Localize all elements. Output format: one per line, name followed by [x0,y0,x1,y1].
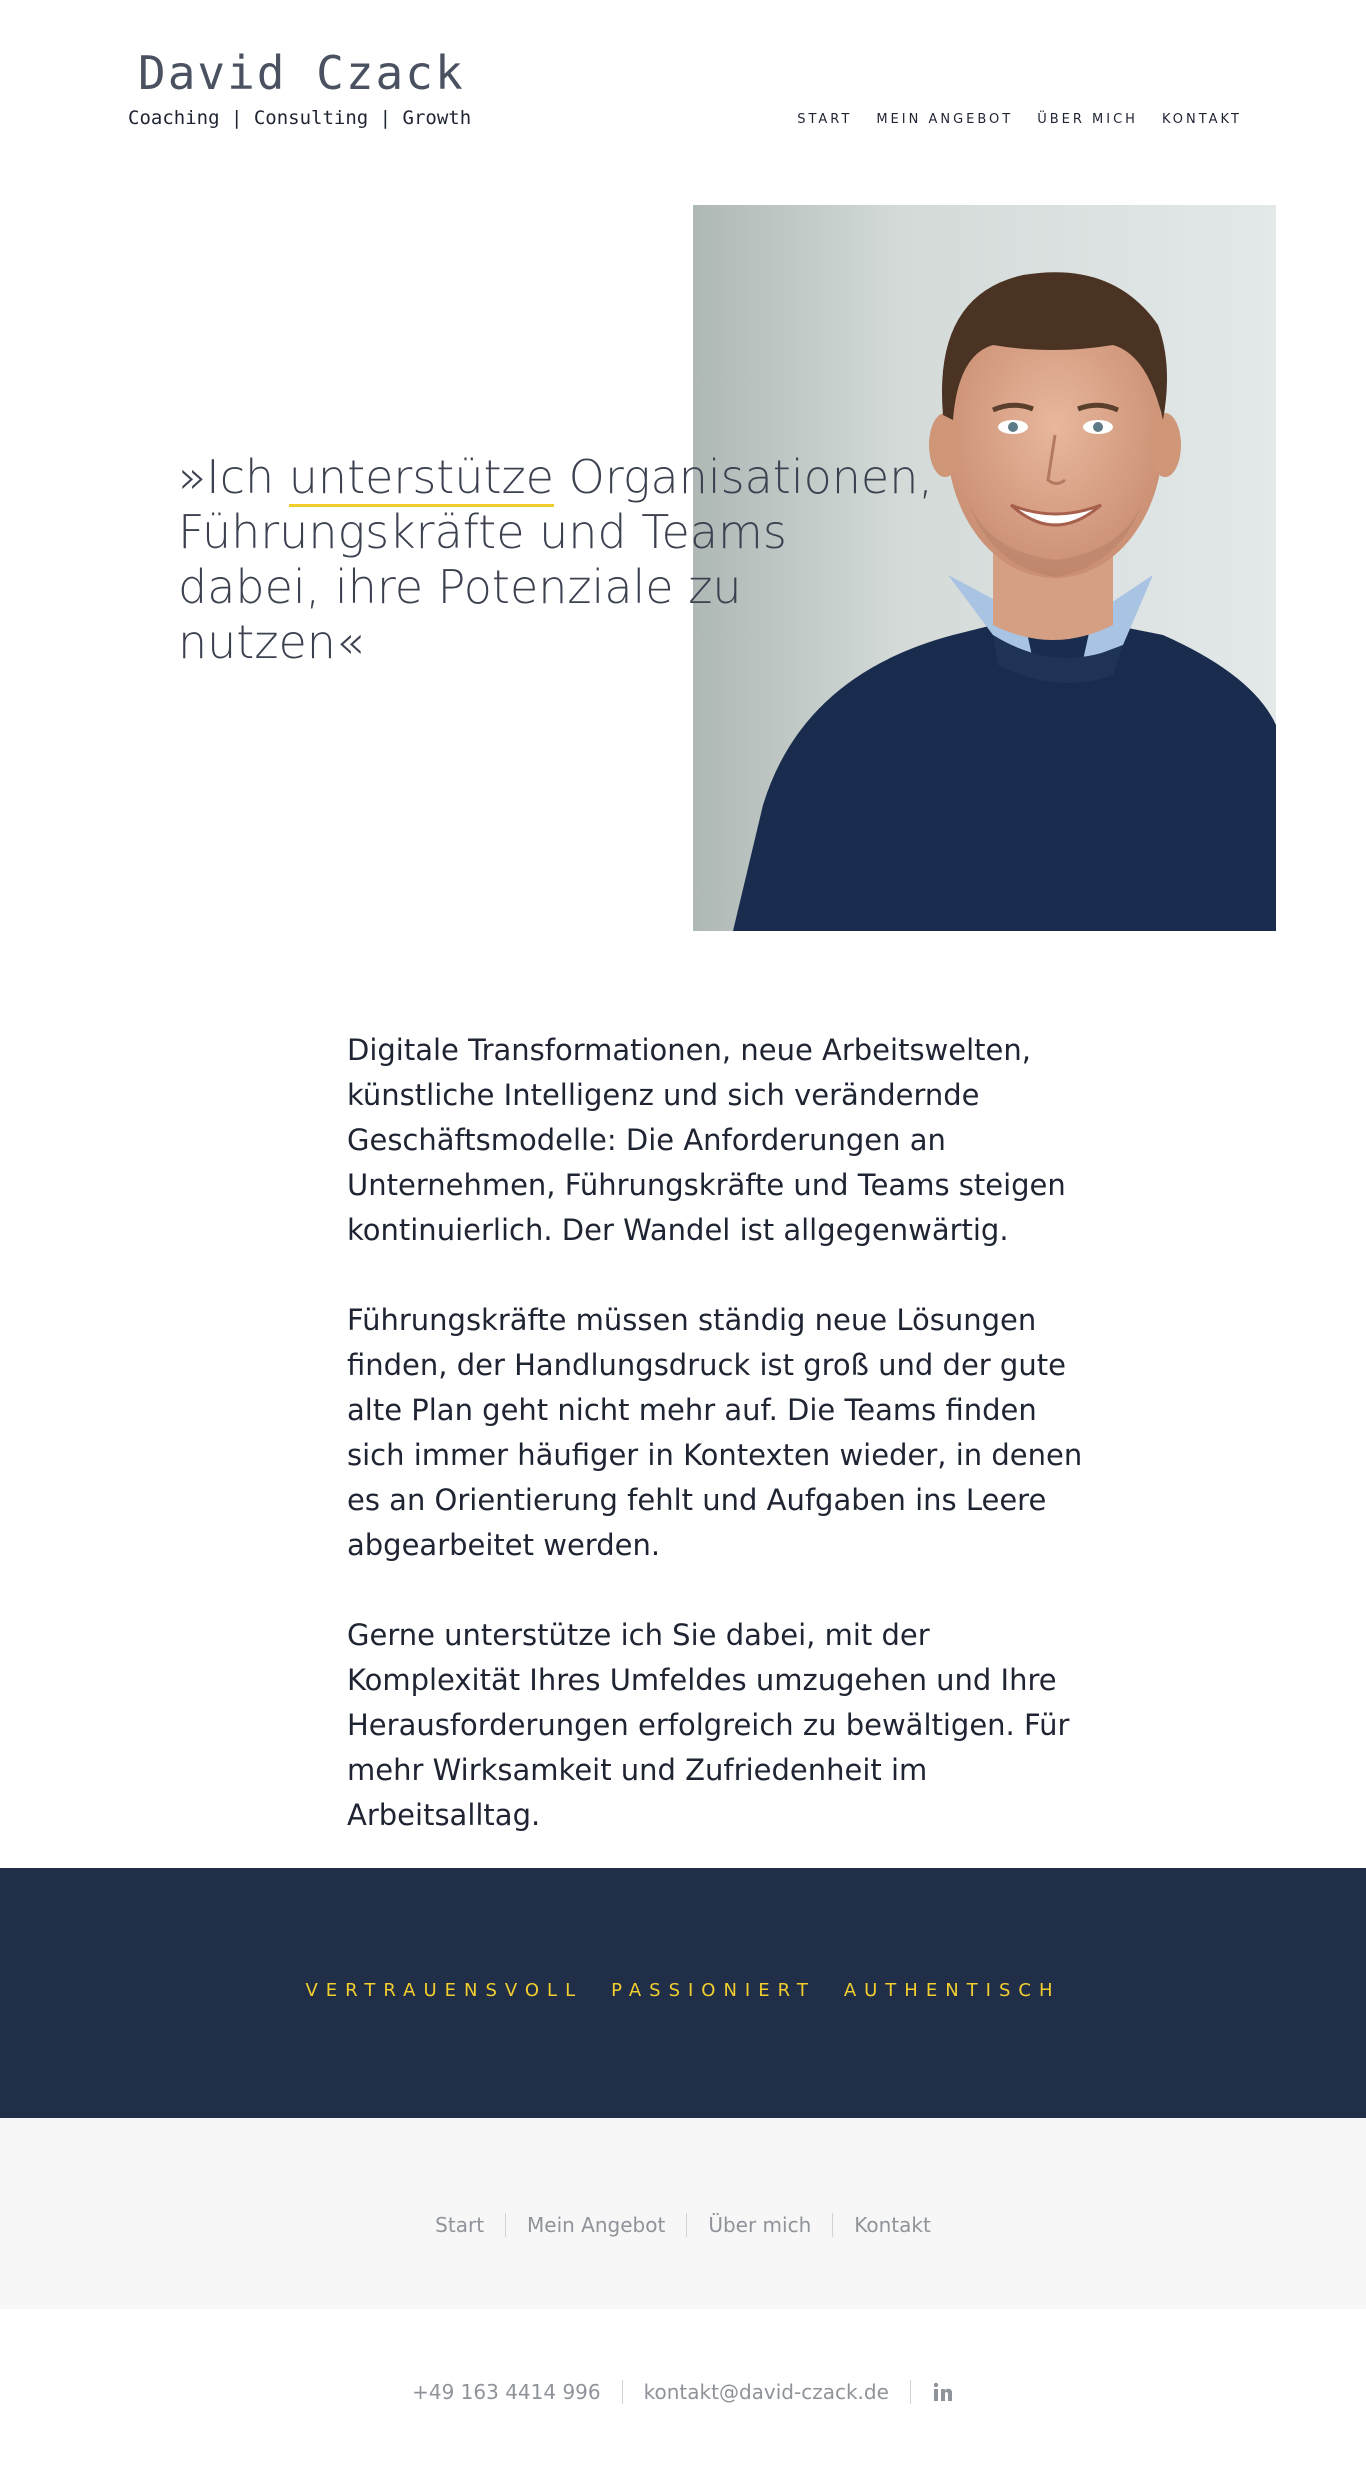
logo-name[interactable]: David Czack [138,46,465,100]
quote-end: Organisationen, Führungskräfte und Teams dabei, ihre Potenziale zu nutzen« [178,450,933,669]
footer-divider [686,2213,687,2237]
phone-link[interactable]: +49 163 4414 996 [412,2380,601,2404]
value-authentisch: AUTHENTISCH [843,1980,1061,2001]
footer-link-kontakt[interactable]: Kontakt [854,2213,931,2237]
linkedin-icon[interactable] [932,2381,954,2403]
intro-paragraph-2: Führungskräfte müssen ständig neue Lösungen finden, der Handlungsdruck ist groß und der gute alte Plan geht nicht mehr auf. Die Teams finden sich immer häufiger in Kontexten wieder, in denen es an Orientierung fehlt und Aufgaben ins Leere abgearbeitet werden. [347,1303,1083,1562]
intro-paragraph-1: Digitale Transformationen, neue Arbeitswelten, künstliche Intelligenz und sich verändernde Geschäftsmodelle: Die Anforderungen an Unternehmen, Führungskräfte und Teams steigen kontinuierlich. Der Wandel ist allgegenwärtig. [347,1033,1066,1247]
nav-item-kontakt[interactable]: KONTAKT [1161,112,1242,127]
email-link[interactable]: kontakt@david-czack.de [643,2380,889,2404]
hero-quote [178,450,938,670]
value-vertrauensvoll: VERTRAUENSVOLL [305,1980,584,2001]
nav-item-start[interactable]: START [797,112,853,127]
logo-tagline: Coaching | Consulting | Growth [128,107,472,129]
values-list [0,1980,1366,2001]
footer-link-start[interactable]: Start [435,2213,485,2237]
linkedin-glyph [933,2382,953,2402]
footer-divider [832,2213,833,2237]
nav-item-ueber-mich[interactable]: ÜBER MICH [1037,112,1138,127]
footer-nav [0,2213,1366,2237]
intro-paragraph-3: Gerne unterstütze ich Sie dabei, mit der Komplexität Ihres Umfeldes umzugehen und Ihre Herausforderungen erfolgreich zu bewältigen. Für mehr Wirksamkeit und Zufriedenheit im Arbeitsalltag. [347,1618,1070,1832]
main-nav [797,112,1242,127]
quote-highlight: unterstütze [289,450,554,507]
footer-divider [505,2213,506,2237]
footer-nav-band [0,2118,1366,2309]
nav-item-mein-angebot[interactable]: MEIN ANGEBOT [876,112,1014,127]
quote-start: »Ich [178,450,289,504]
footer-link-ueber-mich[interactable]: Über mich [708,2213,812,2237]
contact-divider [622,2380,623,2404]
values-band [0,1868,1366,2118]
contact-divider [910,2380,911,2404]
footer-link-mein-angebot[interactable]: Mein Angebot [527,2213,666,2237]
value-passioniert: PASSIONIERT [611,1980,816,2001]
intro-section [347,1028,1097,1883]
contact-row [0,2380,1366,2404]
